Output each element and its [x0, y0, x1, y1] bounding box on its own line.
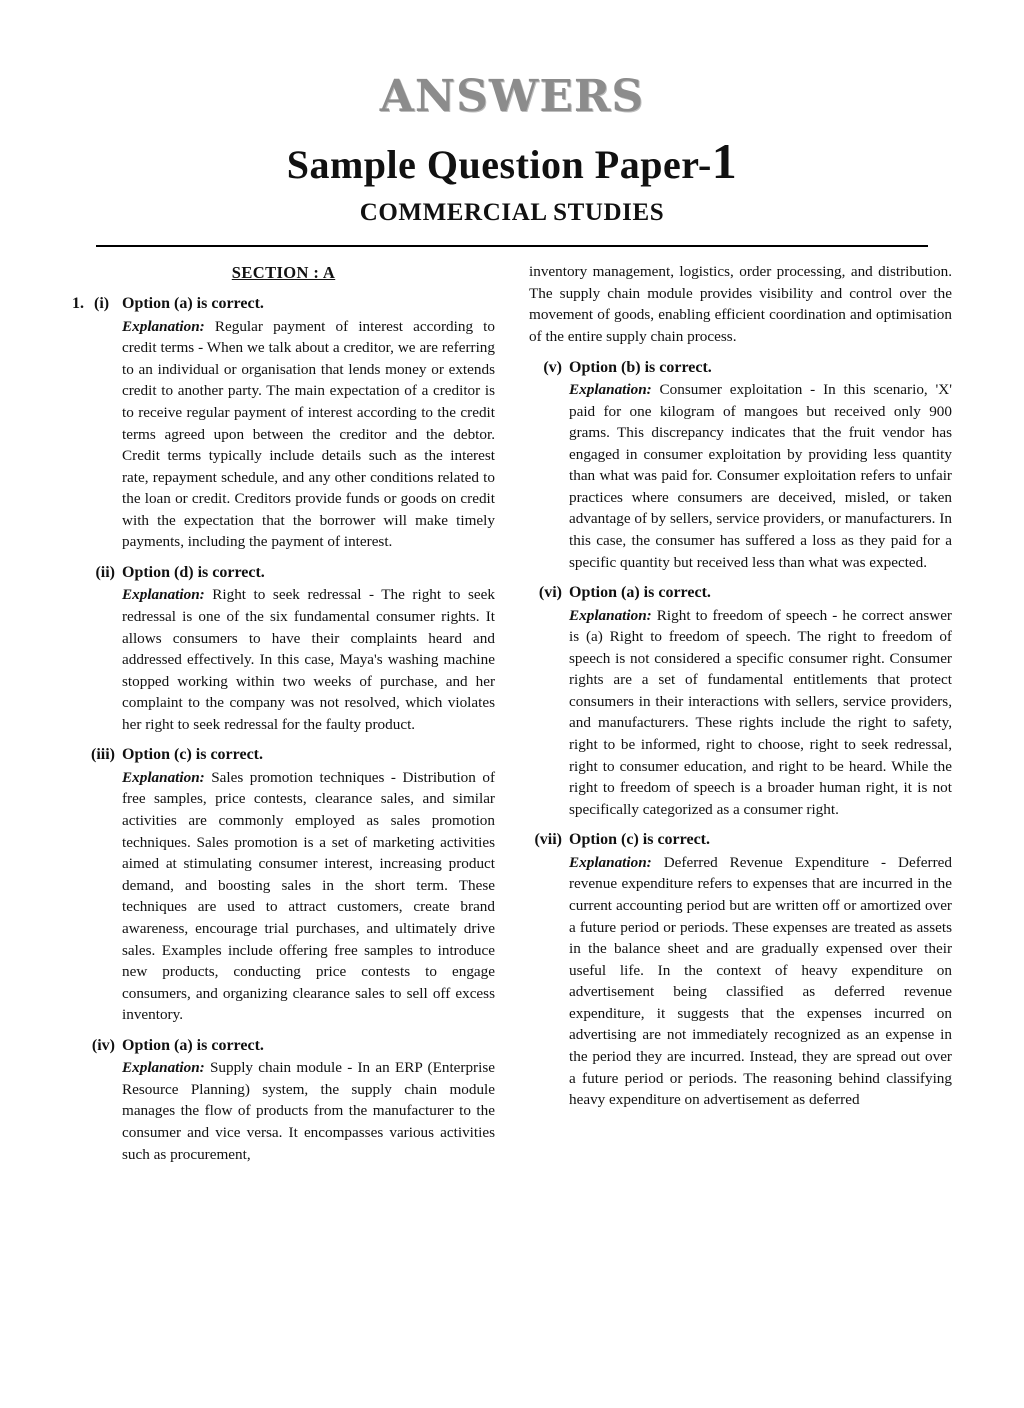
sub-question-number: (ii)	[95, 563, 115, 581]
sub-question-number: (iv)	[91, 1036, 115, 1054]
right-column	[529, 261, 952, 1120]
answer-body	[569, 582, 952, 820]
answer-item	[529, 829, 952, 1110]
sub-question-number: (vi)	[538, 584, 562, 602]
explanation	[122, 1057, 495, 1165]
page-title	[72, 134, 952, 189]
sub-question-number: (iii)	[91, 746, 115, 764]
explanation-label: Explanation:	[569, 606, 652, 624]
option-line: Option (b) is correct.	[569, 358, 712, 376]
answer-item	[72, 293, 495, 553]
explanation-label: Explanation:	[122, 768, 205, 786]
explanation-text: Deferred Revenue Expenditure - Deferred revenue expenditure refers to expenses that are incurred in the current accounting period but are written off or amortized over a future period or periods. These expenses are treated as assets in the balance sheet and are gradually expensed over their useful life. In the context of heavy expenditure on advertisement being classified as deferred revenue expenditure, it suggests that the expenses incurred on advertising are not immediately recognized as an expense in the period they are incurred. Instead, they are spread out over a future period or periods. The reasoning behind classifying heavy expenditure on advertisement as deferred	[569, 853, 952, 1109]
option-line: Option (a) is correct.	[122, 1036, 264, 1054]
section-heading: SECTION : A	[231, 263, 336, 283]
answers-heading: ANSWERS	[379, 71, 645, 122]
answer-item	[529, 582, 952, 820]
answer-body	[122, 744, 495, 1025]
explanation-text: Regular payment of interest according to credit terms - When we talk about a creditor, we are referring to an individual or organisation that lends money or extends credit to another party. The main expectation of a creditor is to receive regular payment of interest according to the credit terms agreed upon between the creditor and the debtor. Credit terms typically include details such as the interest rate, repayment schedule, and any other conditions related to the loan or credit. Creditors provide funds or goods on credit with the expectation that the borrower will make timely payments, including the payment of interest.	[122, 317, 495, 551]
option-line: Option (a) is correct.	[122, 295, 264, 313]
explanation-text: Sales promotion techniques - Distribution of free samples, price contests, clearance sales, and similar activities are commonly employed as sales promotion techniques. Sales promotion is a set of marketing activities aimed at stimulating consumer interest, increasing product demand, and boosting sales in the short term. These techniques are used to attract customers, create brand awareness, encourage trial purchases, and ultimately drive sales. Examples include offering free samples to introduce new products, conducting price contests to engage consumers, and organizing clearance sales to sell off excess inventory.	[122, 768, 495, 1024]
sub-question-number: (i)	[94, 295, 110, 313]
two-column-body	[72, 261, 952, 1174]
subject-heading: COMMERCIAL STUDIES	[359, 199, 665, 227]
explanation	[122, 767, 495, 1026]
explanation-label: Explanation:	[122, 317, 205, 335]
explanation-text: Right to seek redressal - The right to seek redressal is one of the six fundamental consumer rights. It allows consumers to have their complaints heard and addressed effectively. In this case, Maya's washing machine stopped working within two weeks of purchase, and her complaint to the company was not resolved, which violates her right to seek redressal for the faulty product.	[122, 586, 495, 733]
paper-number: 1	[711, 133, 738, 190]
explanation-label: Explanation:	[122, 1059, 205, 1077]
explanation-text: Right to freedom of speech - he correct answer is (a) Right to freedom of speech. The right to freedom of speech is not considered a specific consumer right. Consumer rights are a set of fundamental entitlements that protect consumers in their interactions with sellers, service providers, and manufacturers. These rights include the right to safety, right to be informed, right to choose, right to seek redressal, right to consumer education, and right to be heard. While the right to freedom of speech is a broader human right, it is not specifically categorized as a consumer right.	[569, 606, 952, 818]
left-column	[72, 261, 495, 1174]
title-divider	[96, 245, 928, 247]
explanation-text: Supply chain module - In an ERP (Enterprise Resource Planning) system, the supply chain module manages the flow of products from the manufacturer to the consumer and vice versa. It encompasses various activities such as procurement,	[122, 1059, 495, 1163]
option-line: Option (c) is correct.	[122, 746, 263, 764]
explanation	[122, 584, 495, 735]
sub-question-number: (v)	[543, 358, 562, 376]
answer-item	[529, 357, 952, 574]
explanation	[569, 379, 952, 573]
option-line: Option (d) is correct.	[122, 563, 265, 581]
explanation	[569, 852, 952, 1111]
answer-body	[569, 357, 952, 574]
answer-item	[72, 1035, 495, 1165]
question-number: 1.	[72, 295, 84, 313]
paper-title-text: Sample Question Paper-	[286, 142, 712, 188]
explanation-label: Explanation:	[122, 586, 205, 604]
explanation-text: Consumer exploitation - In this scenario, 'X' paid for one kilogram of mangoes but received only 900 grams. This discrepancy indicates that the fruit vendor has engaged in consumer exploitation by providing less quantity than what was paid for. Consumer exploitation refers to unfair practices where consumers are deceived, misled, or taken advantage of by sellers, service providers, or manufacturers. In this case, the consumer has suffered a loss as they paid for a specific quantity but received less than what was expected.	[569, 380, 952, 571]
option-line: Option (a) is correct.	[569, 584, 711, 602]
answer-body	[122, 1035, 495, 1165]
explanation-label: Explanation:	[569, 853, 652, 871]
explanation	[122, 316, 495, 553]
explanation	[569, 605, 952, 821]
explanation-label: Explanation:	[569, 380, 652, 398]
answer-item	[72, 562, 495, 735]
continuation-paragraph: inventory management, logistics, order processing, and distribution. The supply chain module provides visibility and control over the movement of goods, enabling efficient coordination and optimisation of the entire supply chain process.	[529, 263, 952, 345]
sub-question-number: (vii)	[534, 831, 562, 849]
answer-item	[72, 744, 495, 1025]
answer-body	[122, 293, 495, 553]
answer-body	[122, 562, 495, 735]
answer-body	[569, 829, 952, 1110]
option-line: Option (c) is correct.	[569, 831, 710, 849]
